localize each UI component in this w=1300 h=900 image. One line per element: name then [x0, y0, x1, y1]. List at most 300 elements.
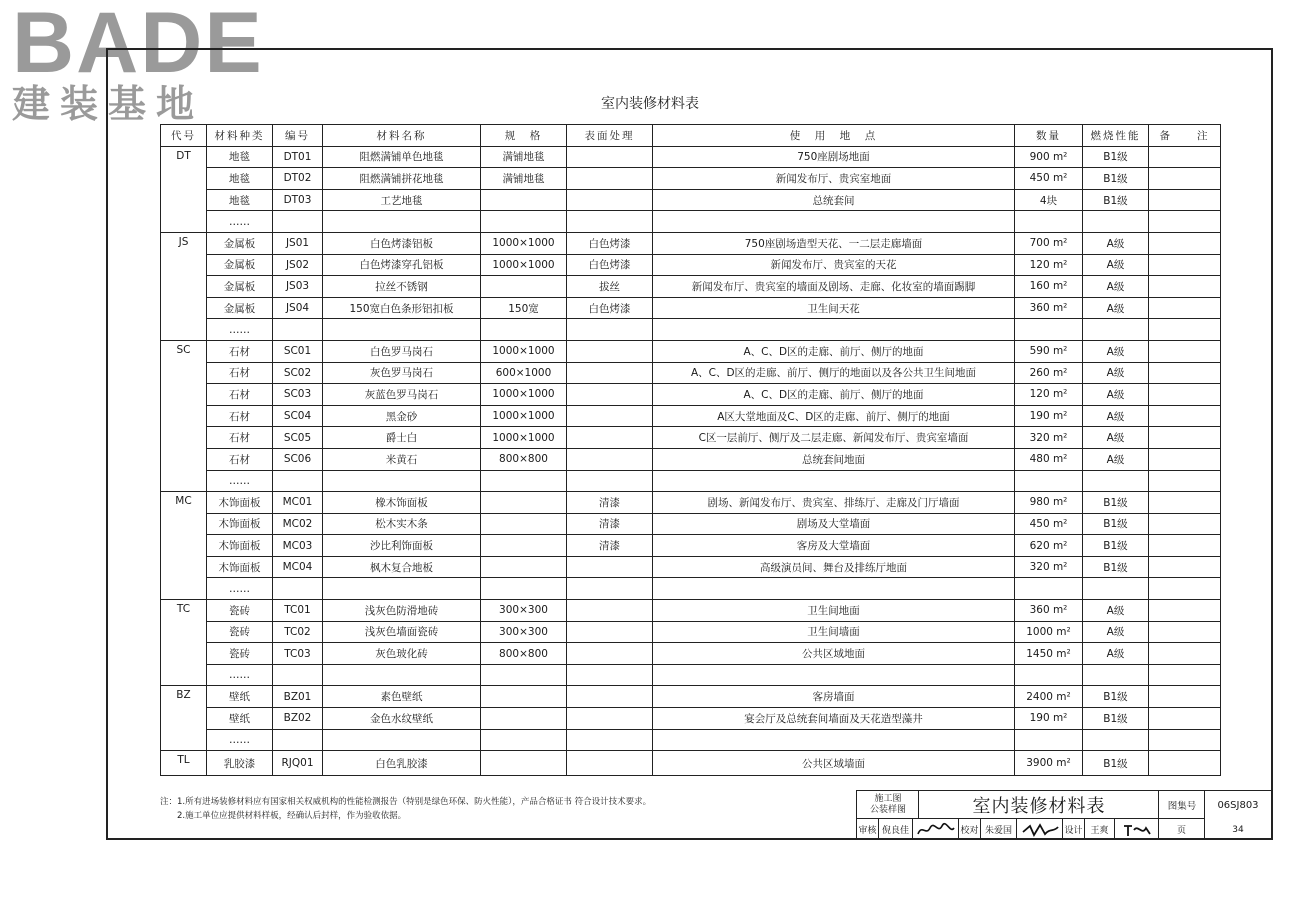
checker-signature [1017, 819, 1063, 840]
table-cell: 1000×1000 [481, 405, 567, 427]
table-cell: 瓷砖 [207, 643, 273, 665]
table-cell [567, 578, 653, 600]
table-cell: 宴会厅及总统套间墙面及天花造型藻井 [653, 708, 1015, 730]
table-cell: 壁纸 [207, 708, 273, 730]
table-cell [481, 211, 567, 233]
table-cell [481, 751, 567, 776]
table-cell: 石材 [207, 384, 273, 406]
table-cell [567, 319, 653, 341]
table-cell: 金属板 [207, 254, 273, 276]
atlas-label: 图集号 [1167, 801, 1197, 812]
table-cell: 450 m² [1015, 513, 1083, 535]
table-cell [1149, 276, 1221, 298]
table-cell: 260 m² [1015, 362, 1083, 384]
table-cell: 2400 m² [1015, 686, 1083, 708]
table-cell: 800×800 [481, 643, 567, 665]
table-cell [1149, 211, 1221, 233]
table-cell [273, 470, 323, 492]
table-cell: DT01 [273, 146, 323, 168]
table-cell: 瓷砖 [207, 621, 273, 643]
table-cell: 乳胶漆 [207, 751, 273, 776]
column-header: 材料种类 [207, 125, 273, 147]
table-cell [1149, 340, 1221, 362]
table-cell [481, 319, 567, 341]
table-cell: 拉丝不锈钢 [323, 276, 481, 298]
table-cell [1149, 621, 1221, 643]
table-cell: 卫生间墙面 [653, 621, 1015, 643]
checker-label: 校对 [959, 819, 981, 840]
column-header: 备 注 [1149, 125, 1221, 147]
table-cell: A级 [1083, 384, 1149, 406]
table-cell [1149, 384, 1221, 406]
table-cell [1149, 751, 1221, 776]
table-cell: B1级 [1083, 708, 1149, 730]
table-row [161, 751, 1221, 776]
notes [160, 795, 651, 823]
table-cell [567, 621, 653, 643]
table-cell: MC01 [273, 492, 323, 514]
table-cell: 石材 [207, 405, 273, 427]
table-cell [1015, 319, 1083, 341]
table-cell: JS03 [273, 276, 323, 298]
table-cell: 壁纸 [207, 686, 273, 708]
table-cell [273, 319, 323, 341]
table-cell [1149, 254, 1221, 276]
table-cell: SC06 [273, 448, 323, 470]
table-cell [481, 513, 567, 535]
table-cell: 600×1000 [481, 362, 567, 384]
reviewer-signature [913, 819, 959, 840]
table-cell: 白色罗马岗石 [323, 340, 481, 362]
table-cell: 总统套间 [653, 189, 1015, 211]
table-cell: 满铺地毯 [481, 168, 567, 190]
table-cell [1149, 513, 1221, 535]
table-cell: DT02 [273, 168, 323, 190]
table-cell [567, 362, 653, 384]
group-code: MC [161, 492, 207, 600]
table-cell: 总统套间地面 [653, 448, 1015, 470]
table-cell: 阻燃满铺拼花地毯 [323, 168, 481, 190]
column-header: 燃烧性能 [1083, 125, 1149, 147]
table-cell: 浅灰色墙面瓷砖 [323, 621, 481, 643]
table-cell: 木饰面板 [207, 492, 273, 514]
table-cell [1149, 168, 1221, 190]
table-cell: 黑金砂 [323, 405, 481, 427]
table-cell: 450 m² [1015, 168, 1083, 190]
table-cell: 金属板 [207, 297, 273, 319]
table-cell: 190 m² [1015, 708, 1083, 730]
table-cell: B1级 [1083, 751, 1149, 776]
group-code: TL [161, 751, 207, 776]
table-cell: 800×800 [481, 448, 567, 470]
table-cell: 地毯 [207, 189, 273, 211]
column-header: 使 用 地 点 [653, 125, 1015, 147]
table-cell: 590 m² [1015, 340, 1083, 362]
reviewer-label: 审核 [857, 819, 879, 840]
table-cell: 150宽 [481, 297, 567, 319]
table-cell: B1级 [1083, 535, 1149, 557]
table-cell: MC03 [273, 535, 323, 557]
table-cell: SC05 [273, 427, 323, 449]
group-code: TC [161, 600, 207, 686]
table-cell [481, 664, 567, 686]
table-cell [567, 751, 653, 776]
designer-label: 设计 [1063, 819, 1085, 840]
table-cell [1015, 211, 1083, 233]
table-cell: B1级 [1083, 556, 1149, 578]
table-cell: 橡木饰面板 [323, 492, 481, 514]
table-cell: SC01 [273, 340, 323, 362]
table-cell: 新闻发布厅、贵宾室的天花 [653, 254, 1015, 276]
table-cell [653, 578, 1015, 600]
table-cell: BZ01 [273, 686, 323, 708]
column-header: 材料名称 [323, 125, 481, 147]
table-cell [1149, 492, 1221, 514]
table-cell: 爵士白 [323, 427, 481, 449]
table-row [161, 297, 1221, 319]
table-cell [1083, 211, 1149, 233]
table-row [161, 405, 1221, 427]
table-cell: …… [207, 664, 273, 686]
table-cell: 工艺地毯 [323, 189, 481, 211]
group-code: DT [161, 146, 207, 232]
table-cell: …… [207, 319, 273, 341]
table-cell [323, 319, 481, 341]
table-cell: 1000 m² [1015, 621, 1083, 643]
table-cell: 高级演员间、舞台及排练厅地面 [653, 556, 1015, 578]
table-cell [1015, 470, 1083, 492]
table-cell [1083, 578, 1149, 600]
table-row [161, 513, 1221, 535]
table-cell: 900 m² [1015, 146, 1083, 168]
table-cell: A级 [1083, 600, 1149, 622]
table-cell [1083, 664, 1149, 686]
table-cell: 剧场及大堂墙面 [653, 513, 1015, 535]
drawing-category [857, 791, 919, 819]
table-cell [481, 729, 567, 751]
table-cell [567, 189, 653, 211]
table-row [161, 600, 1221, 622]
table-cell: 750座剧场造型天花、一二层走廊墙面 [653, 232, 1015, 254]
table-cell [1149, 664, 1221, 686]
table-cell [481, 492, 567, 514]
table-row [161, 664, 1221, 686]
table-cell: 980 m² [1015, 492, 1083, 514]
table-cell: B1级 [1083, 492, 1149, 514]
table-cell [1149, 470, 1221, 492]
table-row [161, 232, 1221, 254]
table-cell: 白色烤漆铝板 [323, 232, 481, 254]
table-cell [567, 405, 653, 427]
table-cell [567, 427, 653, 449]
table-row [161, 492, 1221, 514]
table-cell: 1000×1000 [481, 340, 567, 362]
table-cell: …… [207, 578, 273, 600]
header-row [161, 125, 1221, 147]
table-cell: 金色水纹壁纸 [323, 708, 481, 730]
table-cell [323, 578, 481, 600]
table-cell: 新闻发布厅、贵宾室地面 [653, 168, 1015, 190]
table-cell: 客房及大堂墙面 [653, 535, 1015, 557]
signature-mark [916, 822, 956, 838]
group-code: BZ [161, 686, 207, 751]
table-cell: 白色烤漆 [567, 254, 653, 276]
table-cell [1149, 556, 1221, 578]
table-cell: 清漆 [567, 513, 653, 535]
table-cell: A级 [1083, 340, 1149, 362]
table-cell [1083, 470, 1149, 492]
table-row [161, 686, 1221, 708]
table-cell [1015, 578, 1083, 600]
table-cell: 枫木复合地板 [323, 556, 481, 578]
table-cell: 石材 [207, 340, 273, 362]
table-cell: …… [207, 729, 273, 751]
table-cell: 浅灰色防滑地砖 [323, 600, 481, 622]
table-cell: A级 [1083, 643, 1149, 665]
table-cell: 地毯 [207, 168, 273, 190]
table-cell [567, 686, 653, 708]
table-cell: A级 [1083, 297, 1149, 319]
table-cell [323, 211, 481, 233]
table-cell [323, 729, 481, 751]
table-cell [567, 664, 653, 686]
table-cell: 拔丝 [567, 276, 653, 298]
table-cell [567, 146, 653, 168]
table-cell [567, 168, 653, 190]
table-cell: 木饰面板 [207, 513, 273, 535]
table-cell: 卫生间地面 [653, 600, 1015, 622]
table-cell: TC01 [273, 600, 323, 622]
table-cell: 木饰面板 [207, 556, 273, 578]
table-cell: A级 [1083, 621, 1149, 643]
table-cell [1149, 643, 1221, 665]
table-cell [481, 189, 567, 211]
table-row [161, 211, 1221, 233]
note-1: 注：1.所有进场装修材料应有国家相关权威机构的性能检测报告（特别是绿色环保、防火性能），产品合格证书 符合设计技术要求。 [160, 797, 652, 807]
drawing-title: 室内装修材料表 [972, 796, 1106, 817]
table-cell: 灰色罗马岗石 [323, 362, 481, 384]
table-cell [273, 578, 323, 600]
table-cell [1149, 405, 1221, 427]
table-row [161, 427, 1221, 449]
table-cell [1149, 232, 1221, 254]
table-cell [567, 384, 653, 406]
material-table [160, 124, 1221, 776]
table-cell: A、C、D区的走廊、前厅、侧厅的地面 [653, 384, 1015, 406]
table-cell: 木饰面板 [207, 535, 273, 557]
table-cell: 米黄石 [323, 448, 481, 470]
table-cell: …… [207, 470, 273, 492]
table-cell: 白色烤漆 [567, 232, 653, 254]
table-cell: 120 m² [1015, 254, 1083, 276]
table-cell [567, 470, 653, 492]
table-cell [273, 664, 323, 686]
table-cell: A、C、D区的走廊、前厅、侧厅的地面以及各公共卫生间地面 [653, 362, 1015, 384]
table-cell: 石材 [207, 362, 273, 384]
table-row [161, 189, 1221, 211]
table-cell: B1级 [1083, 189, 1149, 211]
table-cell [1015, 664, 1083, 686]
category-line-2: 公装样图 [869, 805, 906, 815]
page-label: 页 [1159, 819, 1205, 840]
table-cell [567, 708, 653, 730]
table-cell: 4块 [1015, 189, 1083, 211]
table-cell: A级 [1083, 232, 1149, 254]
table-cell [1083, 729, 1149, 751]
table-cell: 瓷砖 [207, 600, 273, 622]
note-2: 2.施工单位应提供材料样板，经确认后封样，作为验收依据。 [160, 811, 407, 821]
table-cell [1149, 362, 1221, 384]
table-cell: 190 m² [1015, 405, 1083, 427]
table-cell: SC02 [273, 362, 323, 384]
table-row [161, 362, 1221, 384]
table-row [161, 384, 1221, 406]
table-cell: A级 [1083, 427, 1149, 449]
table-cell: C区一层前厅、侧厅及二层走廊、新闻发布厅、贵宾室墙面 [653, 427, 1015, 449]
table-cell [653, 470, 1015, 492]
table-cell: 750座剧场地面 [653, 146, 1015, 168]
group-code: SC [161, 340, 207, 491]
table-cell: 1000×1000 [481, 427, 567, 449]
table-cell [1083, 319, 1149, 341]
table-row [161, 556, 1221, 578]
table-row [161, 621, 1221, 643]
table-cell [653, 664, 1015, 686]
table-cell: BZ02 [273, 708, 323, 730]
table-cell: JS02 [273, 254, 323, 276]
table-cell [1149, 297, 1221, 319]
table-row [161, 729, 1221, 751]
table-cell [1149, 146, 1221, 168]
checker-name: 朱爱国 [981, 819, 1017, 840]
table-row [161, 643, 1221, 665]
table-cell: 480 m² [1015, 448, 1083, 470]
column-header: 表面处理 [567, 125, 653, 147]
table-cell: 地毯 [207, 146, 273, 168]
table-cell [273, 211, 323, 233]
table-cell: 满铺地毯 [481, 146, 567, 168]
table-cell: 白色乳胶漆 [323, 751, 481, 776]
table-cell [1149, 427, 1221, 449]
table-row [161, 578, 1221, 600]
title-block [856, 790, 1272, 840]
column-header: 编号 [273, 125, 323, 147]
logo-sub-text: 建装基地 [12, 82, 205, 126]
table-cell: A级 [1083, 448, 1149, 470]
table-cell: 320 m² [1015, 556, 1083, 578]
logo-main-text: BADE [12, 0, 264, 91]
category-line-1: 施工图 [874, 794, 902, 804]
table-cell [323, 470, 481, 492]
table-cell [1149, 535, 1221, 557]
table-row [161, 708, 1221, 730]
table-cell [1149, 729, 1221, 751]
table-cell: 客房墙面 [653, 686, 1015, 708]
table-cell: DT03 [273, 189, 323, 211]
table-cell: JS01 [273, 232, 323, 254]
table-cell [1149, 319, 1221, 341]
table-cell [653, 319, 1015, 341]
table-cell: 700 m² [1015, 232, 1083, 254]
table-cell: 石材 [207, 427, 273, 449]
table-cell [567, 211, 653, 233]
table-cell: B1级 [1083, 146, 1149, 168]
table-cell [481, 708, 567, 730]
table-cell: 1000×1000 [481, 254, 567, 276]
table-row [161, 340, 1221, 362]
signature-mark [1120, 822, 1154, 838]
table-cell [481, 578, 567, 600]
page-number: 34 [1232, 824, 1244, 835]
table-cell: 灰蓝色罗马岗石 [323, 384, 481, 406]
table-cell [1149, 708, 1221, 730]
table-cell: 3900 m² [1015, 751, 1083, 776]
table-cell: TC03 [273, 643, 323, 665]
signature-mark [1020, 822, 1060, 838]
table-cell: SC03 [273, 384, 323, 406]
table-cell: 剧场、新闻发布厅、贵宾室、排练厅、走廊及门厅墙面 [653, 492, 1015, 514]
table-row [161, 276, 1221, 298]
group-code: JS [161, 232, 207, 340]
table-row [161, 254, 1221, 276]
table-cell: 300×300 [481, 621, 567, 643]
table-row [161, 535, 1221, 557]
table-cell: SC04 [273, 405, 323, 427]
table-cell [323, 664, 481, 686]
atlas-number: 06SJ803 [1217, 799, 1259, 811]
table-cell: 公共区域墙面 [653, 751, 1015, 776]
column-header: 规 格 [481, 125, 567, 147]
table-cell: A、C、D区的走廊、前厅、侧厅的地面 [653, 340, 1015, 362]
table-cell: 清漆 [567, 535, 653, 557]
table-cell [481, 686, 567, 708]
table-cell: 1000×1000 [481, 232, 567, 254]
table-cell [653, 729, 1015, 751]
table-cell [1149, 600, 1221, 622]
table-cell: 120 m² [1015, 384, 1083, 406]
table-cell: 白色烤漆穿孔铝板 [323, 254, 481, 276]
table-cell: 新闻发布厅、贵宾室的墙面及剧场、走廊、化妆室的墙面踢脚 [653, 276, 1015, 298]
table-cell: 沙比利饰面板 [323, 535, 481, 557]
table-cell [1149, 686, 1221, 708]
table-cell: 620 m² [1015, 535, 1083, 557]
table-cell: 300×300 [481, 600, 567, 622]
table-cell: A级 [1083, 254, 1149, 276]
table-cell: MC04 [273, 556, 323, 578]
table-cell: 160 m² [1015, 276, 1083, 298]
table-row [161, 448, 1221, 470]
table-cell: A级 [1083, 405, 1149, 427]
table-cell [273, 729, 323, 751]
table-cell: 金属板 [207, 232, 273, 254]
table-cell: 1450 m² [1015, 643, 1083, 665]
table-cell [1149, 578, 1221, 600]
table-cell [567, 643, 653, 665]
table-cell: 1000×1000 [481, 384, 567, 406]
table-cell: 360 m² [1015, 297, 1083, 319]
table-cell: 320 m² [1015, 427, 1083, 449]
table-cell: JS04 [273, 297, 323, 319]
table-row [161, 146, 1221, 168]
column-header: 数量 [1015, 125, 1083, 147]
designer-name: 王爽 [1085, 819, 1115, 840]
table-cell: 金属板 [207, 276, 273, 298]
table-cell: …… [207, 211, 273, 233]
table-cell: A级 [1083, 276, 1149, 298]
table-body [161, 146, 1221, 775]
table-cell [481, 535, 567, 557]
table-cell [567, 600, 653, 622]
